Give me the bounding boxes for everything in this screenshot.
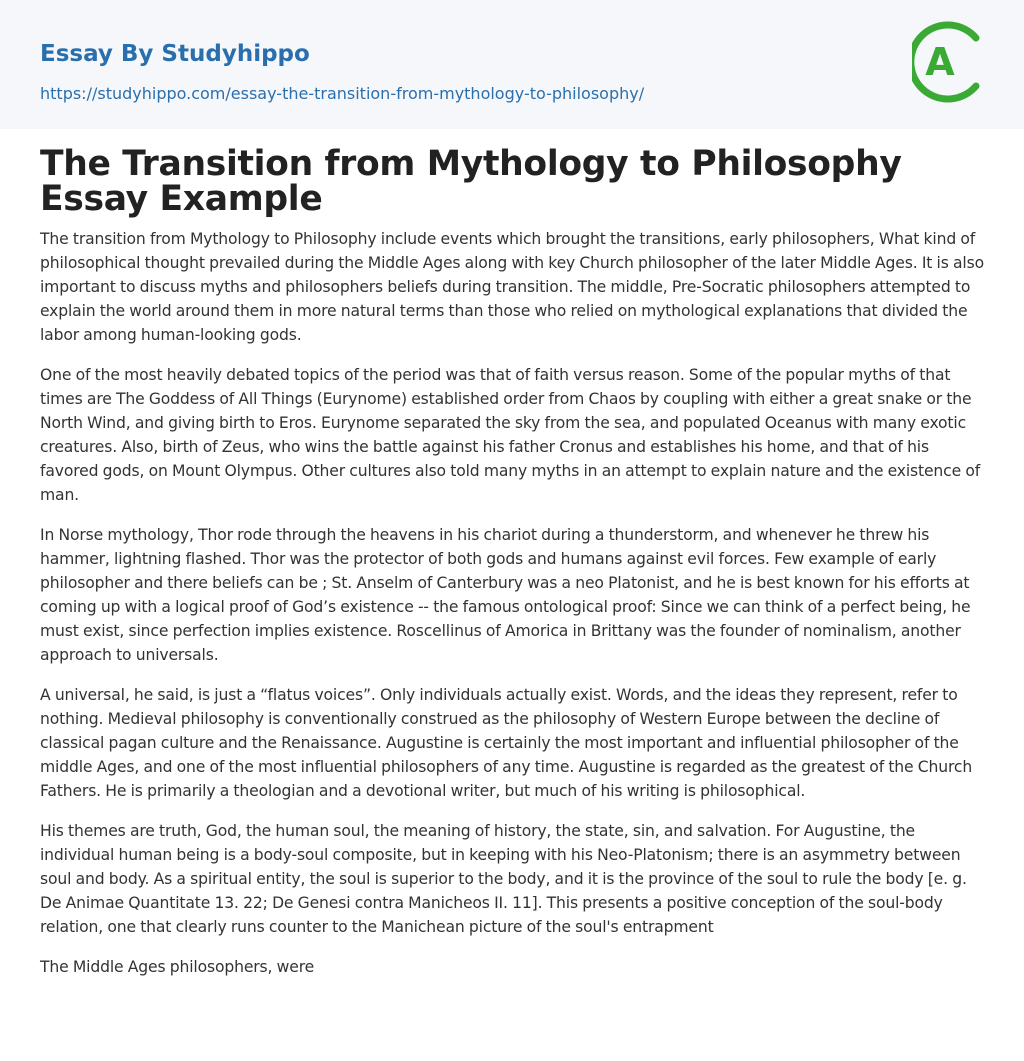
site-header (0, 0, 1024, 129)
article-paragraph: A universal, he said, is just a “flatus voices”. Only individuals actually exist. Words, and the ideas they represent, refer to nothing. Medieval philosophy is conventionally construed as the philosophy of Western Europe between the decline of classical pagan culture and the Renaissance. Augustine is certainly the most important and influential philosopher of the middle Ages, and one of the most influential philosophers of any time. Augustine is regarded as the greatest of the Church Fathers. He is primarily a theologian and a devotional writer, but much of his writing is philosophical. (40, 686, 973, 800)
article-paragraph: One of the most heavily debated topics of the period was that of faith versus reason. Some of the popular myths of that times are The Goddess of All Things (Eurynome) established order from Chaos by coupling with either a great snake or the North Wind, and giving birth to Eros. Eurynome separated the sky from the sea, and populated Oceanus with many exotic creatures. Also, birth of Zeus, who wins the battle against his father Cronus and establishes his home, and that of his favored gods, on Mount Olympus. Other cultures also told many myths in an attempt to explain nature and the existence of man. (40, 366, 981, 504)
article-paragraph: The Middle Ages philosophers, were (40, 958, 315, 976)
article-paragraph: In Norse mythology, Thor rode through the heavens in his chariot during a thunderstorm, and whenever he threw his hammer, lightning flashed. Thor was the protector of both gods and humans against evil forces. Few example of early philosopher and there beliefs can be ; St. Anselm of Canterbury was a neo Platonist, and he is best known for his efforts at coming up with a logical proof of God’s existence -- the famous ontological proof: Since we can think of a perfect being, he must exist, since perfection implies existence. Roscellinus of Amorica in Brittany was the founder of nominalism, another approach to universals. (40, 526, 971, 664)
article-title: The Transition from Mythology to Philosophy Essay Example (40, 144, 902, 219)
article-url-link[interactable]: https://studyhippo.com/essay-the-transition-from-mythology-to-philosophy/ (40, 84, 645, 103)
site-brand[interactable]: Essay By Studyhippo (40, 41, 310, 67)
article (40, 144, 986, 979)
article-paragraph: The transition from Mythology to Philosophy include events which brought the transitions, early philosophers, What kind of philosophical thought prevailed during the Middle Ages along with key Church philosopher of the later Middle Ages. It is also important to discuss myths and philosophers beliefs during transition. The middle, Pre-Socratic philosophers attempted to explain the world around them in more natural terms than those who relied on mythological explanations that divided the labor among human-looking gods. (40, 230, 984, 344)
logo-a-icon[interactable] (912, 20, 986, 104)
article-paragraph: His themes are truth, God, the human soul, the meaning of history, the state, sin, and salvation. For Augustine, the individual human being is a body-soul composite, but in keeping with his Neo-Platonism; there is an asymmetry between soul and body. As a spiritual entity, the soul is superior to the body, and it is the province of the soul to rule the body [e. g. De Animae Quantitate 13. 22; De Genesi contra Manicheos II. 11]. This presents a positive conception of the soul-body relation, one that clearly runs counter to the Manichean picture of the soul's entrapment (40, 822, 967, 936)
logo-letter: A (925, 40, 955, 84)
